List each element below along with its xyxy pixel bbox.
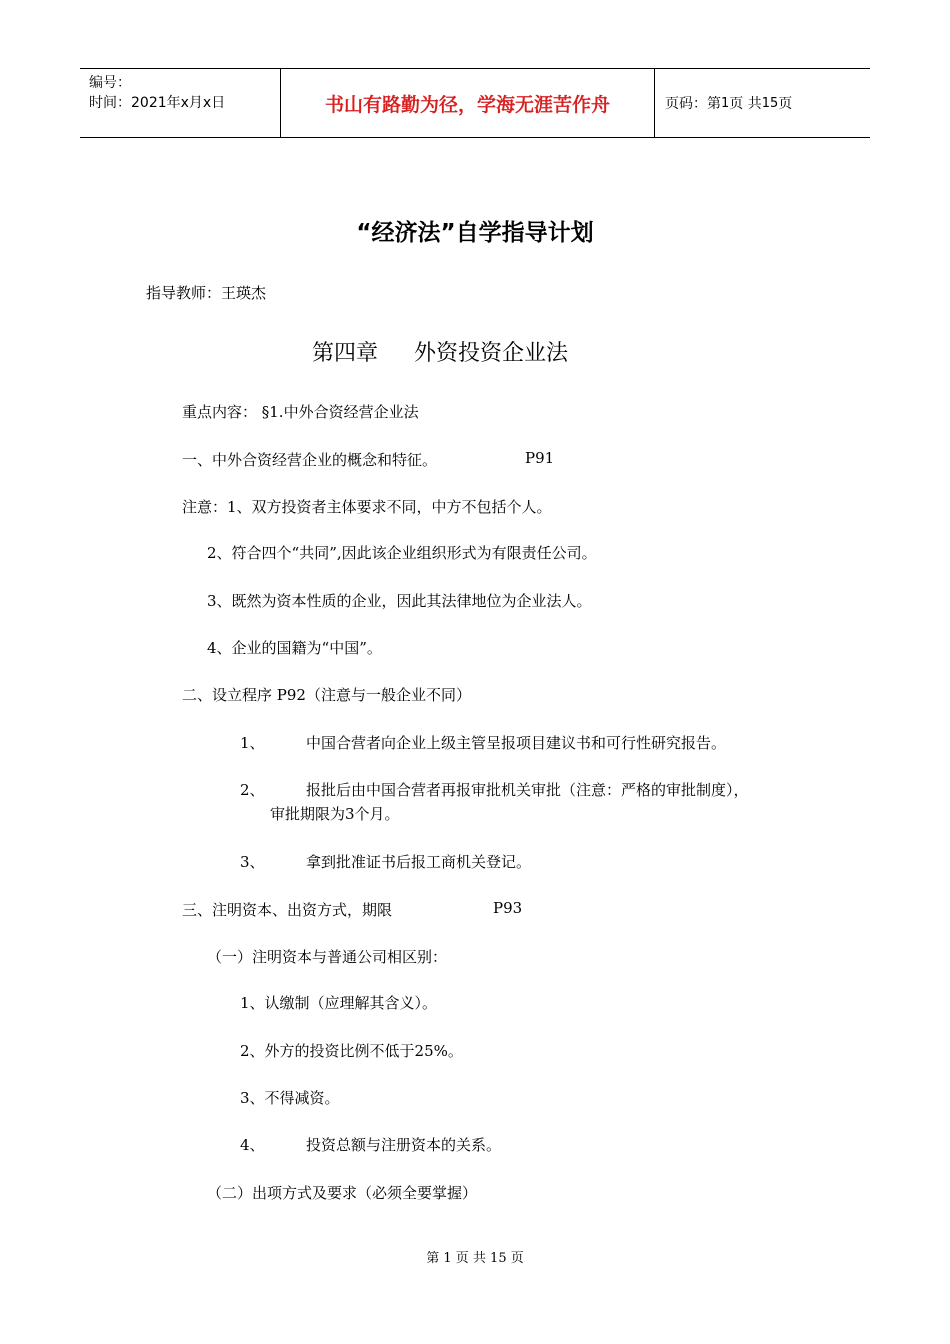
page-header — [80, 68, 870, 138]
step-1-text: 中国合营者向企业上级主管呈报项目建议书和可行性研究报告。 — [306, 734, 727, 752]
subsection-2: （二）出项方式及要求（必须全要掌握） — [207, 1184, 478, 1202]
step-1 — [240, 732, 726, 753]
header-meta-cell — [80, 69, 281, 137]
section-1-text: 一、中外合资经营企业的概念和特征。 — [182, 451, 438, 469]
step-3 — [240, 851, 531, 872]
item-4 — [240, 1134, 501, 1155]
key-content: 重点内容： §1.中外合资经营企业法 — [182, 403, 419, 421]
section-2: 二、设立程序 P92（注意与一般企业不同） — [182, 686, 471, 704]
step-2 — [240, 779, 749, 800]
section-1 — [182, 449, 437, 470]
number-label: 编号： — [89, 75, 131, 91]
item-3: 3、不得减资。 — [240, 1089, 340, 1107]
page-current: 1 — [721, 95, 730, 111]
item-4-number: 4、 — [240, 1136, 265, 1154]
page-footer: 第 1 页 共 15 页 — [426, 1251, 524, 1266]
step-3-number: 3、 — [240, 853, 265, 871]
step-1-number: 1、 — [240, 734, 265, 752]
page-prefix: 页码：第 — [665, 96, 721, 112]
note-2: 2、符合四个“共同”,因此该企业组织形式为有限责任公司。 — [207, 544, 597, 562]
item-1: 1、认缴制（应理解其含义）。 — [240, 994, 438, 1012]
chapter-name: 外资投资企业法 — [414, 341, 569, 366]
note-3: 3、既然为资本性质的企业，因此其法律地位为企业法人。 — [207, 592, 592, 610]
page-total: 15 — [761, 95, 779, 111]
section-1-page: P91 — [525, 449, 555, 467]
chapter-number: 第四章 — [312, 341, 379, 366]
step-3-text: 拿到批准证书后报工商机关登记。 — [306, 853, 532, 871]
note-4: 4、企业的国籍为“中国”。 — [207, 639, 382, 657]
header-motto: 书山有路勤为径，学海无涯苦作舟 — [281, 69, 655, 137]
teacher-line: 指导教师：王瑛杰 — [146, 284, 267, 302]
item-2: 2、外方的投资比例不低于25%。 — [240, 1042, 463, 1060]
chapter-heading — [312, 336, 568, 367]
document-title: “经济法”自学指导计划 — [356, 220, 594, 246]
section-3: 三、注明资本、出资方式，期限 — [182, 901, 393, 919]
step-2-number: 2、 — [240, 781, 265, 799]
subsection-1: （一）注明资本与普通公司相区别： — [207, 948, 448, 966]
item-4-text: 投资总额与注册资本的关系。 — [306, 1136, 502, 1154]
step-2-text: 报批后由中国合营者再报审批机关审批（注意：严格的审批制度）， — [306, 781, 749, 799]
page-mid: 页 共 — [729, 96, 762, 112]
step-2-continued: 审批期限为3个月。 — [270, 805, 400, 823]
header-page-cell — [655, 69, 870, 137]
time-label: 时间：2021年x月x日 — [89, 95, 226, 111]
note-1: 注意：1、双方投资者主体要求不同，中方不包括个人。 — [182, 498, 552, 516]
page-suffix: 页 — [778, 96, 793, 112]
section-3-page: P93 — [493, 899, 523, 917]
